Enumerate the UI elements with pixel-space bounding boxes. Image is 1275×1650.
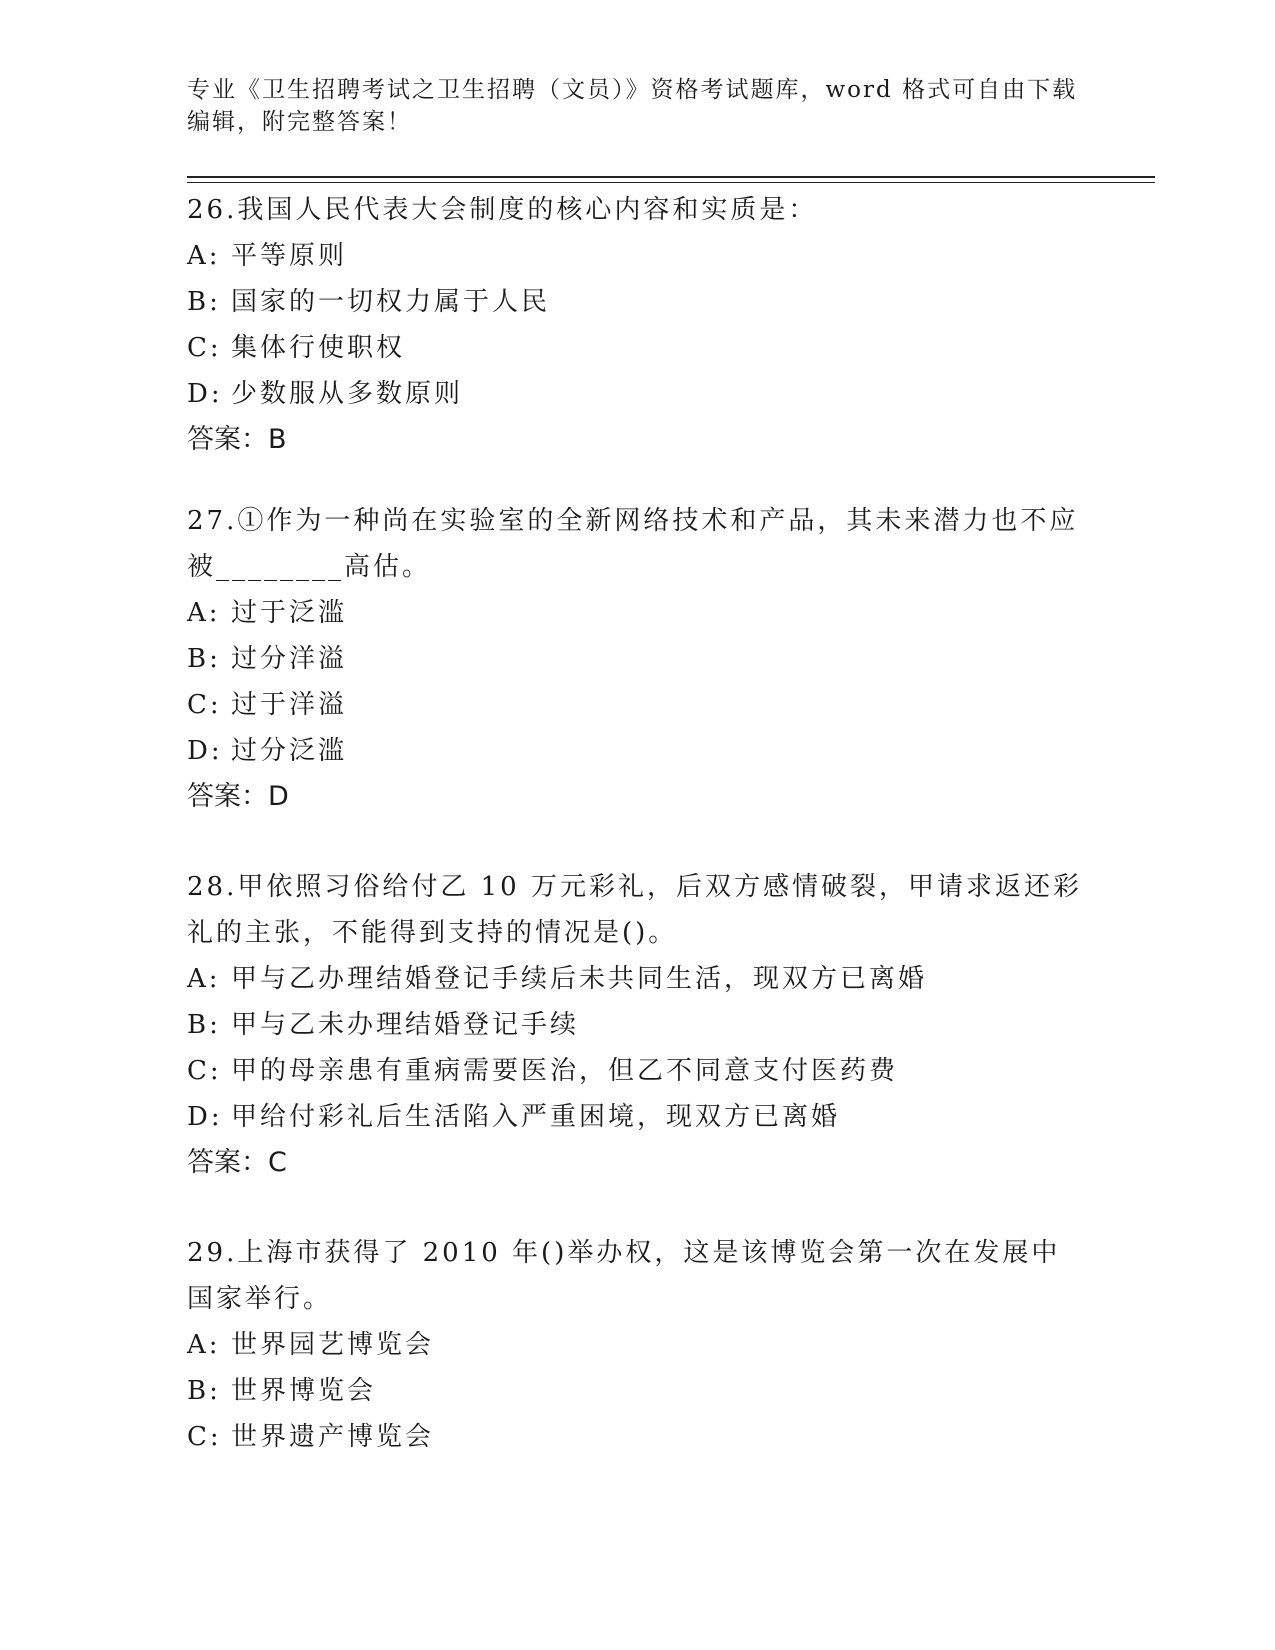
question-stem: 28.甲依照习俗给付乙 10 万元彩礼，后双方感情破裂，甲请求返还彩礼的主张，不能得到支持的情况是()。 [187, 872, 1082, 948]
option-letter: A: [187, 964, 221, 994]
option-text: 世界遗产博览会 [231, 1422, 435, 1452]
option-text: 平等原则 [231, 241, 348, 271]
option-a [187, 1322, 1087, 1368]
option-letter: B: [187, 1010, 221, 1040]
option-letter: C: [187, 1422, 222, 1452]
question-stem: 27.①作为一种尚在实验室的全新网络技术和产品，其未来潜力也不应被________高估。 [187, 506, 1079, 582]
option-letter: D: [187, 1102, 223, 1132]
option-text: 过于泛滥 [231, 598, 348, 628]
option-letter: C: [187, 690, 222, 720]
question-26 [187, 187, 1087, 463]
question-28 [187, 864, 1087, 1186]
option-d [187, 371, 1087, 417]
option-text: 过分洋溢 [231, 644, 348, 674]
option-letter: B: [187, 287, 221, 317]
option-a [187, 590, 1087, 636]
header-divider-thick [187, 176, 1155, 178]
option-letter: D: [187, 379, 223, 409]
option-letter: A: [187, 598, 221, 628]
option-text: 甲与乙办理结婚登记手续后未共同生活，现双方已离婚 [231, 964, 928, 994]
option-letter: B: [187, 644, 221, 674]
option-c [187, 1048, 1087, 1094]
answer-text: 答案：B [187, 424, 287, 455]
option-b [187, 636, 1087, 682]
option-b [187, 1002, 1087, 1048]
option-letter: C: [187, 333, 222, 363]
answer-text: 答案：C [187, 1147, 287, 1178]
header-line-2: 编辑，附完整答案！ [187, 109, 412, 135]
option-c [187, 325, 1087, 371]
option-b [187, 1368, 1087, 1414]
option-text: 国家的一切权力属于人民 [231, 287, 551, 317]
option-text: 甲给付彩礼后生活陷入严重困境，现双方已离婚 [231, 1102, 841, 1132]
option-text: 甲与乙未办理结婚登记手续 [231, 1010, 580, 1040]
option-text: 世界博览会 [231, 1376, 377, 1406]
option-letter: A: [187, 241, 221, 271]
option-letter: D: [187, 736, 223, 766]
option-text: 甲的母亲患有重病需要医治，但乙不同意支付医药费 [231, 1056, 899, 1086]
option-text: 少数服从多数原则 [231, 379, 464, 409]
option-b [187, 279, 1087, 325]
option-text: 集体行使职权 [231, 333, 406, 363]
option-d [187, 728, 1087, 774]
question-stem: 29.上海市获得了 2010 年()举办权，这是该博览会第一次在发展中国家举行。 [187, 1238, 1061, 1314]
option-a [187, 956, 1087, 1002]
option-text: 过于洋溢 [231, 690, 348, 720]
option-letter: A: [187, 1330, 221, 1360]
header-divider-thin [187, 182, 1155, 183]
option-d [187, 1094, 1087, 1140]
answer-text: 答案：D [187, 781, 289, 812]
option-letter: C: [187, 1056, 222, 1086]
option-letter: B: [187, 1376, 221, 1406]
document-header [187, 74, 1087, 138]
question-29 [187, 1230, 1087, 1460]
header-line-1: 专业《卫生招聘考试之卫生招聘（文员）》资格考试题库，word 格式可自由下载 [187, 77, 1078, 103]
option-c [187, 1414, 1087, 1460]
option-text: 世界园艺博览会 [231, 1330, 435, 1360]
option-a [187, 233, 1087, 279]
option-text: 过分泛滥 [231, 736, 348, 766]
option-c [187, 682, 1087, 728]
question-27 [187, 498, 1087, 820]
question-stem: 26.我国人民代表大会制度的核心内容和实质是： [187, 195, 818, 225]
